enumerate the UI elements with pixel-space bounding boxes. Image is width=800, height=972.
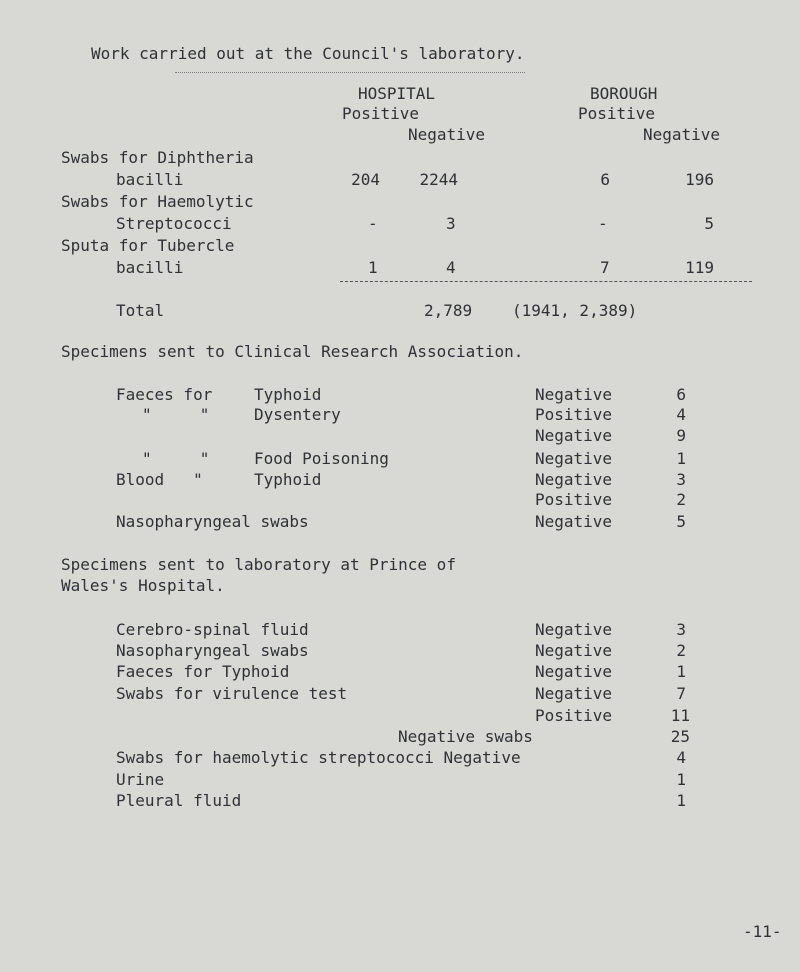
list-item-result: Negative bbox=[535, 449, 613, 468]
hospital-positive-header: Positive bbox=[342, 104, 420, 123]
list-item-specimen: Cerebro-spinal fluid bbox=[116, 620, 309, 639]
list-item-count: 7 bbox=[676, 684, 686, 703]
hospital-positive-cell: - bbox=[368, 214, 378, 233]
hospital-negative-header: Negative bbox=[408, 125, 486, 144]
list-item-count: 9 bbox=[676, 426, 686, 445]
list-item-result: Negative bbox=[535, 662, 613, 681]
list-item-specimen: " " bbox=[142, 405, 210, 424]
table-total-rule bbox=[340, 281, 752, 282]
list-item-result: Positive bbox=[535, 706, 613, 725]
list-item-result: Negative bbox=[535, 385, 613, 404]
hospital-positive-cell: 1 bbox=[368, 258, 378, 277]
borough-header: BOROUGH bbox=[590, 84, 658, 103]
pow-heading-line1: Specimens sent to laboratory at Prince of bbox=[61, 555, 456, 574]
list-item-count: 3 bbox=[676, 620, 686, 639]
list-item-result: Negative bbox=[535, 641, 613, 660]
borough-positive-cell: 6 bbox=[600, 170, 610, 189]
table-row-label: Swabs for Haemolytic bbox=[61, 192, 254, 211]
list-item-test: Dysentery bbox=[254, 405, 341, 424]
list-item-specimen: Faeces for Typhoid bbox=[116, 662, 290, 681]
list-item-count: 11 bbox=[670, 706, 690, 725]
borough-positive-header: Positive bbox=[578, 104, 656, 123]
table-row-label: Streptococci bbox=[116, 214, 232, 233]
borough-negative-cell: 119 bbox=[685, 258, 714, 277]
total-previous-year: (1941, 2,389) bbox=[512, 301, 638, 320]
list-item-result: Negative bbox=[535, 426, 613, 445]
borough-negative-cell: 196 bbox=[685, 170, 714, 189]
hospital-negative-cell: 2244 bbox=[419, 170, 458, 189]
list-item-test: Typhoid bbox=[254, 385, 322, 404]
list-item-specimen: Nasopharyngeal swabs bbox=[116, 641, 309, 660]
borough-positive-cell: 7 bbox=[600, 258, 610, 277]
list-item-test: Typhoid bbox=[254, 470, 322, 489]
pleural-fluid-count: 1 bbox=[676, 791, 686, 810]
total-value: 2,789 bbox=[424, 301, 473, 320]
pow-heading-line2: Wales's Hospital. bbox=[61, 576, 225, 595]
list-item-result: Positive bbox=[535, 490, 613, 509]
negative-swabs-label: Negative swabs bbox=[398, 727, 533, 746]
hospital-header: HOSPITAL bbox=[358, 84, 436, 103]
borough-positive-cell: - bbox=[598, 214, 608, 233]
page-number: -11- bbox=[743, 922, 782, 941]
page-title: Work carried out at the Council's laboratory. bbox=[91, 44, 525, 63]
list-item-result: Negative bbox=[535, 512, 613, 531]
hospital-positive-cell: 204 bbox=[351, 170, 380, 189]
total-label: Total bbox=[116, 301, 165, 320]
pleural-fluid-label: Pleural fluid bbox=[116, 791, 242, 810]
list-item-result: Negative bbox=[535, 470, 613, 489]
table-row-label: Swabs for Diphtheria bbox=[61, 148, 254, 167]
table-row-label: Sputa for Tubercle bbox=[61, 236, 235, 255]
haemolytic-swabs-label: Swabs for haemolytic streptococci Negative bbox=[116, 748, 521, 767]
list-item-count: 1 bbox=[676, 449, 686, 468]
negative-swabs-count: 25 bbox=[670, 727, 690, 746]
list-item-result: Negative bbox=[535, 684, 613, 703]
borough-negative-cell: 5 bbox=[704, 214, 714, 233]
list-item-specimen: Faeces for bbox=[116, 385, 213, 404]
hospital-negative-cell: 3 bbox=[446, 214, 456, 233]
list-item-count: 5 bbox=[676, 512, 686, 531]
cra-heading: Specimens sent to Clinical Research Association. bbox=[61, 342, 524, 361]
table-row-label: bacilli bbox=[116, 258, 184, 277]
list-item-result: Positive bbox=[535, 405, 613, 424]
list-item-count: 2 bbox=[676, 490, 686, 509]
list-item-count: 1 bbox=[676, 662, 686, 681]
list-item-specimen: " " bbox=[142, 449, 210, 468]
hospital-negative-cell: 4 bbox=[446, 258, 456, 277]
list-item-test: Food Poisoning bbox=[254, 449, 389, 468]
borough-negative-header: Negative bbox=[643, 125, 721, 144]
list-item-specimen: Swabs for virulence test bbox=[116, 684, 348, 703]
list-item-count: 2 bbox=[676, 641, 686, 660]
list-item-specimen: Blood " bbox=[116, 470, 203, 489]
list-item-count: 4 bbox=[676, 405, 686, 424]
list-item-count: 6 bbox=[676, 385, 686, 404]
urine-label: Urine bbox=[116, 770, 165, 789]
table-row-label: bacilli bbox=[116, 170, 184, 189]
haemolytic-swabs-count: 4 bbox=[676, 748, 686, 767]
list-item-result: Negative bbox=[535, 620, 613, 639]
title-underline bbox=[175, 72, 525, 73]
list-item-specimen: Nasopharyngeal swabs bbox=[116, 512, 309, 531]
urine-count: 1 bbox=[676, 770, 686, 789]
list-item-count: 3 bbox=[676, 470, 686, 489]
